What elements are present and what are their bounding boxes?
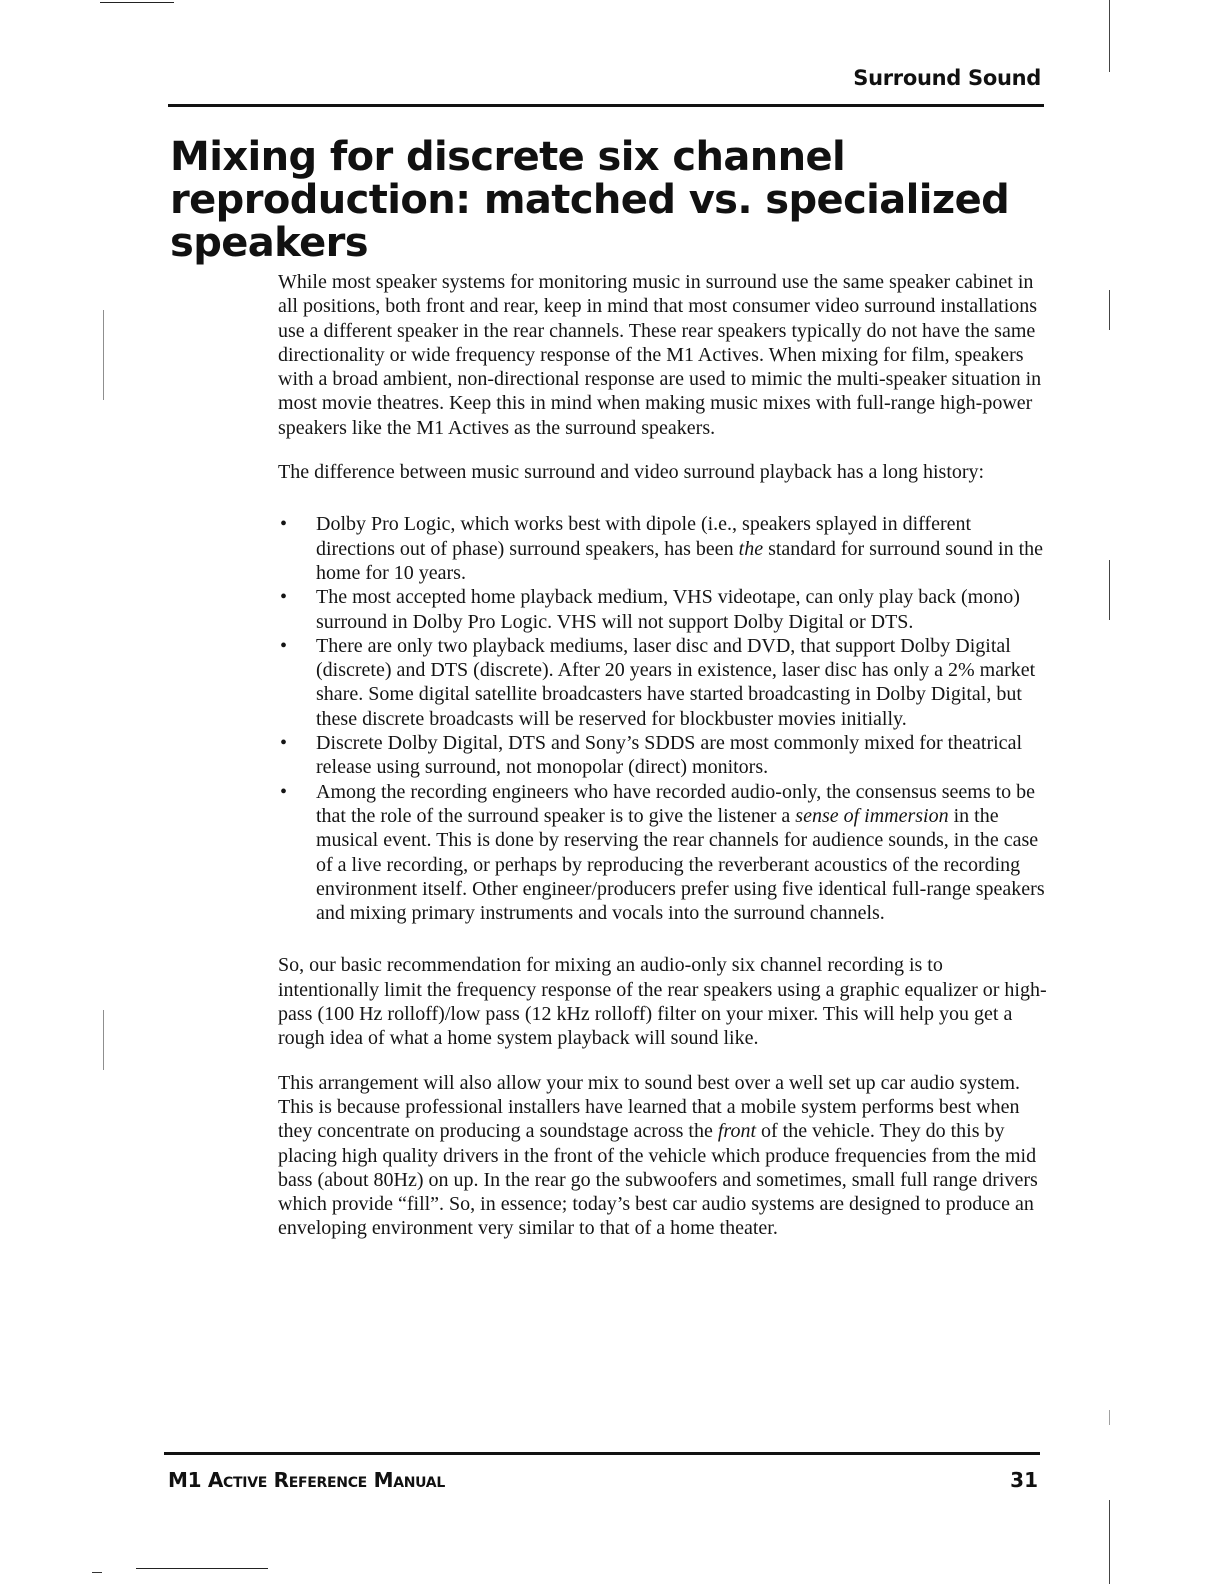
list-item: [278, 512, 1048, 585]
scan-edge-line: [1109, 1500, 1110, 1584]
paragraph-text: of the vehicle. They do this by placing high quality drivers in the front of the vehicle which produce frequencies from the mid bass (about 80Hz) on up. In the rear go the subwoofers and sometimes, small full range drivers which provide “fill”. So, in essence; today’s best car audio systems are designed to produce an enveloping environment very similar to that of a home theater.: [278, 1120, 1038, 1240]
list-item: [278, 780, 1048, 926]
scan-mark-bottom: [92, 1572, 102, 1573]
bullet-text: Dolby Pro Logic, which works best with dipole (i.e., speakers splayed in different directions out of phase) surround speakers, has been: [316, 513, 972, 560]
paragraph-text: This arrangement will also allow your mix to sound best over a well set up car audio system. This is because professional installers have learned that a mobile system performs best when they concentrate on producing a soundstage across the: [278, 1071, 1021, 1143]
bullet-text: The most accepted home playback medium, VHS videotape, can only play back (mono) surround in Dolby Pro Logic. VHS will not support Dolby Digital or DTS.: [316, 586, 1020, 633]
list-item: [278, 585, 1048, 634]
scan-mark-top: [100, 2, 174, 3]
bullet-text: standard for surround sound in the home for 10 years.: [316, 537, 1044, 584]
scan-edge-line: [103, 1010, 104, 1070]
footer-manual-title: M1 Active Reference Manual: [168, 1468, 445, 1492]
bullet-text: in the musical event. This is done by reserving the rear channels for audience sounds, in the case of a live recording, or perhaps by reproducing the reverberant acoustics of the recording environment itself. Other engineer/producers prefer using five identical full-range speakers and mixing primary instruments and vocals into the surround channels.: [316, 804, 1045, 925]
scan-edge-line: [103, 310, 104, 400]
header-rule: [168, 104, 1044, 107]
bullet-icon: •: [280, 513, 288, 536]
bullet-icon: •: [280, 586, 288, 609]
scan-edge-line: [1109, 560, 1110, 620]
page-title: Mixing for discrete six channel reproduction: matched vs. specialized speakers: [170, 134, 1010, 266]
list-item: [278, 731, 1048, 780]
bullet-icon: •: [280, 634, 288, 657]
paragraph-emphasis: front: [717, 1120, 757, 1143]
list-item: [278, 634, 1048, 731]
bullet-emphasis: sense of immersion: [795, 804, 949, 827]
body-text: [278, 270, 1048, 1241]
car-audio-paragraph: [278, 1071, 1048, 1241]
intro-paragraph: While most speaker systems for monitoring music in surround use the same speaker cabinet in all positions, both front and rear, keep in mind that most consumer video surround installations use a different speaker in the rear channels. These rear speakers typically do not have the same directionality or wide frequency response of the M1 Actives. When mixing for film, speakers with a broad ambient, non-directional response are used to mimic the multi-speaker situation in most movie theatres. Keep this in mind when making music mixes with full-range high-power speakers like the M1 Actives as the surround speakers.: [278, 271, 1042, 439]
scan-mark-bottom: [136, 1568, 268, 1569]
bullet-emphasis: the: [738, 537, 764, 560]
recommendation-paragraph: So, our basic recommendation for mixing an audio-only six channel recording is to intentionally limit the frequency response of the rear speakers using a graphic equalizer or high-pass (100 Hz rolloff)/low pass (12 kHz rolloff) filter on your mixer. This will help you get a rough idea of what a home system playback will sound like.: [278, 954, 1047, 1050]
running-header: Surround Sound: [853, 66, 1041, 90]
bullet-text: Among the recording engineers who have recorded audio-only, the consensus seems to be that the role of the surround speaker is to give the listener a: [316, 780, 1036, 827]
bullet-icon: •: [280, 780, 288, 803]
scan-edge-line: [1109, 290, 1110, 330]
footer-rule: [164, 1452, 1040, 1455]
page-number: 31: [1010, 1468, 1038, 1492]
bullet-text: There are only two playback mediums, laser disc and DVD, that support Dolby Digital (discrete) and DTS (discrete). After 20 years in existence, laser disc has only a 2% market share. Some digital satellite broadcasters have started broadcasting in Dolby Digital, but these discrete broadcasts will be reserved for blockbuster movies initially.: [316, 634, 1036, 730]
bullet-text: Discrete Dolby Digital, DTS and Sony’s SDDS are most commonly mixed for theatrical release using surround, not monopolar (direct) monitors.: [316, 732, 1022, 779]
scan-edge-line: [1109, 0, 1110, 72]
scan-edge-line: [1109, 1410, 1110, 1425]
bullet-list: [278, 512, 1048, 925]
bullet-icon: •: [280, 732, 288, 755]
history-paragraph: The difference between music surround and video surround playback has a long history:: [278, 461, 985, 484]
